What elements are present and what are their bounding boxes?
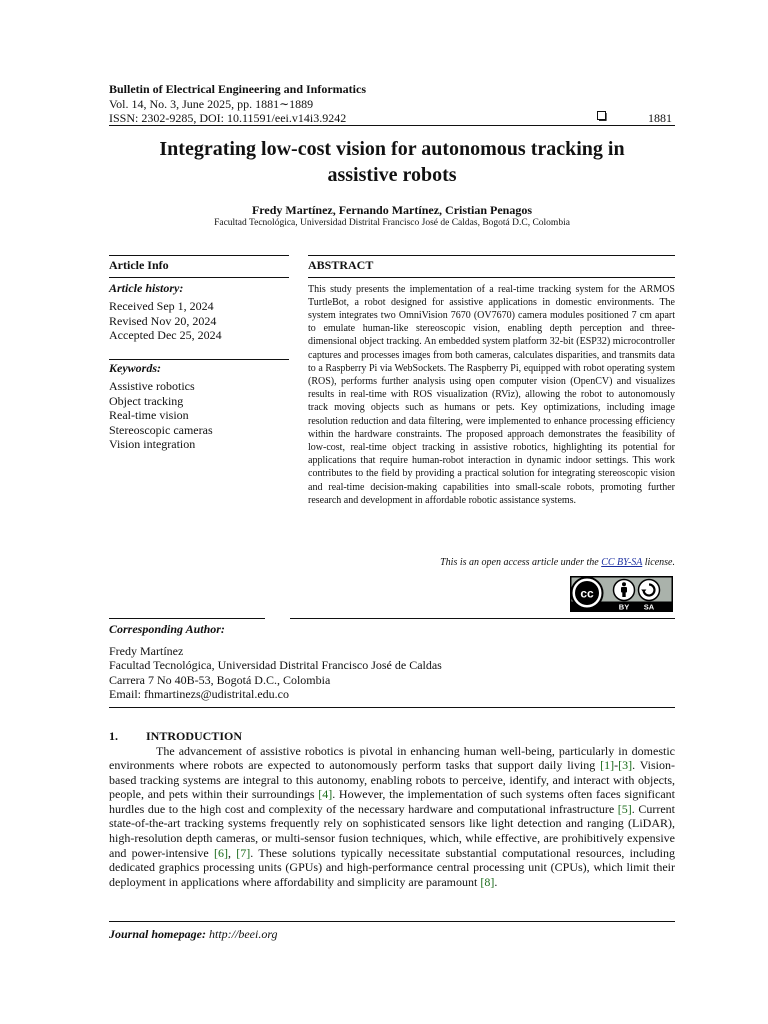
svg-text:cc: cc [580, 586, 594, 601]
cc-by-sa-badge[interactable] [570, 576, 673, 612]
corresponding-institution: Facultad Tecnológica, Universidad Distrital Francisco José de Caldas [109, 658, 442, 672]
open-access-note [308, 557, 675, 568]
journal-homepage-label: Journal homepage: [109, 927, 207, 941]
citation-link[interactable]: [1] [600, 758, 615, 773]
corresponding-heading: Corresponding Author: [109, 622, 225, 636]
paper-title [109, 136, 675, 188]
keyword-item: Real-time vision [109, 408, 189, 422]
history-received: Received Sep 1, 2024 [109, 299, 214, 313]
issn-line: ISSN: 2302-9285, DOI: 10.11591/eei.v14i3.9242 [109, 111, 347, 125]
history-revised: Revised Nov 20, 2024 [109, 313, 217, 328]
authors: Fredy Martínez, Fernando Martínez, Cristian Penagos [251, 203, 533, 217]
badge-by-label: BY [618, 602, 630, 612]
open-access-suffix: license. [642, 557, 675, 568]
abstract [308, 258, 675, 507]
open-access-prefix: This is an open access article under the [440, 557, 602, 568]
citation-link[interactable]: [4] [318, 787, 333, 802]
introduction-section [109, 729, 675, 889]
citation-link[interactable]: [7] [236, 845, 251, 860]
introduction-heading [109, 729, 675, 744]
citation-link[interactable]: [5] [617, 801, 632, 816]
journal-header [109, 82, 366, 126]
title-line-1: Integrating low-cost vision for autonomous tracking in [159, 138, 625, 160]
citation-link[interactable]: [3] [618, 758, 633, 773]
title-line-2: assistive robots [327, 164, 457, 186]
intro-text: . However, the implementation of such systems often faces significant hurdles due to the high cost and complexity of the necessary hardware and computational infrastructure [109, 787, 676, 816]
keyword-item: Object tracking [109, 393, 184, 408]
article-info [109, 258, 289, 452]
badge-sa-label: SA [643, 602, 655, 612]
abstract-top-rule [308, 255, 675, 256]
footer [109, 927, 278, 942]
page-number: 1881 [648, 111, 672, 125]
keywords-heading: Keywords: [109, 360, 161, 375]
intro-text: The advancement of assistive robotics is pivotal in enhancing human well-being, particularly in domestic environments where robots are expected to autonomously perform tasks that support daily living [109, 743, 675, 773]
journal-homepage-link[interactable]: http://beei.org [209, 927, 278, 941]
abstract-text: This study presents the implementation of a real-time tracking system for the ARMOS TurtleBot, a robot designed for assistive applications in domestic environments. The system integrates two OmniVision 7670 (OV7670) camera modules positioned 7 cm apart to emulate human-like stereoscopic vision, enabling depth perception and three-dimensional object tracking. An embedded system platform 32-bit (ESP32) microcontroller captures and processes images from both cameras, calculates disparities, and transmits data to a Raspberry Pi via WebSockets. The Raspberry Pi, equipped with robot operating system (ROS), performs further analysis using open computer vision (OpenCV) and visualizes results in real-time with ROS visualization (RViz), allowing the robot to autonomously track moving objects such as humans or pets. Key optimizations, including image resolution reduction and data filtering, were implemented to enhance processing efficiency within the hardware constraints. The proposed approach demonstrates the feasibility of low-cost, real-time object tracking in assistive robotics, highlighting its potential for applications that require human-robot interaction in dynamic indoor settings. This work contributes to the field by providing a practical solution for integrating stereoscopic vision and real-time decision-making capabilities into small-scale robots, promoting further research and development in affordable robotic assistance systems. [308, 283, 675, 506]
info-top-rule [109, 255, 289, 256]
corresponding-address: Carrera 7 No 40B-53, Bogotá D.C., Colombia [109, 672, 331, 687]
history-list [109, 299, 289, 343]
abstract-heading: ABSTRACT [308, 258, 374, 272]
box-icon [597, 111, 607, 121]
section-rule [109, 707, 675, 708]
keyword-item: Vision integration [109, 437, 196, 451]
keyword-item: Stereoscopic cameras [109, 422, 213, 437]
footer-rule [109, 921, 675, 922]
intro-text: , [227, 845, 237, 860]
intro-text: - [614, 758, 619, 773]
citation-link[interactable]: [8] [480, 874, 495, 889]
corresponding-details [109, 644, 442, 702]
history-accepted: Accepted Dec 25, 2024 [109, 328, 222, 342]
cc-by-sa-link[interactable]: CC BY-SA [601, 557, 643, 568]
keyword-item: Assistive robotics [109, 379, 195, 393]
article-info-heading: Article Info [109, 258, 169, 272]
keywords-list [109, 379, 289, 452]
corr-left-rule [109, 618, 265, 619]
corresponding-email: Email: fhmartinezs@udistrital.edu.co [109, 687, 289, 701]
intro-text: . [494, 874, 498, 889]
intro-text: . Vision-based tracking systems are integral to this autonomy, enabling robots to perceive, identify, and interact with objects, people, and pets within their surroundings [109, 758, 675, 802]
journal-name: Bulletin of Electrical Engineering and Informatics [109, 82, 366, 96]
header-rule [109, 125, 675, 126]
history-heading: Article history: [109, 280, 184, 295]
corresponding-author [109, 622, 442, 702]
volume-line: Vol. 14, No. 3, June 2025, pp. 1881∼1889 [109, 96, 314, 111]
section-title: INTRODUCTION [146, 729, 243, 743]
intro-text: . Current state-of-the-art tracking systems frequently rely on sophisticated sensors like light detection and ranging (LiDAR), high-resolution depth cameras, or multi-sensor fusion techniques, which, while effective, are prohibitively expensive and power-intensive [109, 801, 676, 860]
intro-text: . These solutions typically necessitate substantial computational resources, including dedicated graphics processing units (GPUs) and high-performance central processing unit (CPUs), which limit their deployment in applications where affordability and simplicity are paramount [109, 845, 675, 889]
affiliation: Facultad Tecnológica, Universidad Distrital Francisco José de Caldas, Bogotá D.C, Colombia [214, 218, 570, 228]
introduction-paragraph [109, 744, 675, 890]
corresponding-name: Fredy Martínez [109, 643, 184, 658]
citation-link[interactable]: [6] [213, 845, 228, 860]
section-number: 1. [109, 729, 118, 743]
corr-right-rule [290, 618, 675, 619]
